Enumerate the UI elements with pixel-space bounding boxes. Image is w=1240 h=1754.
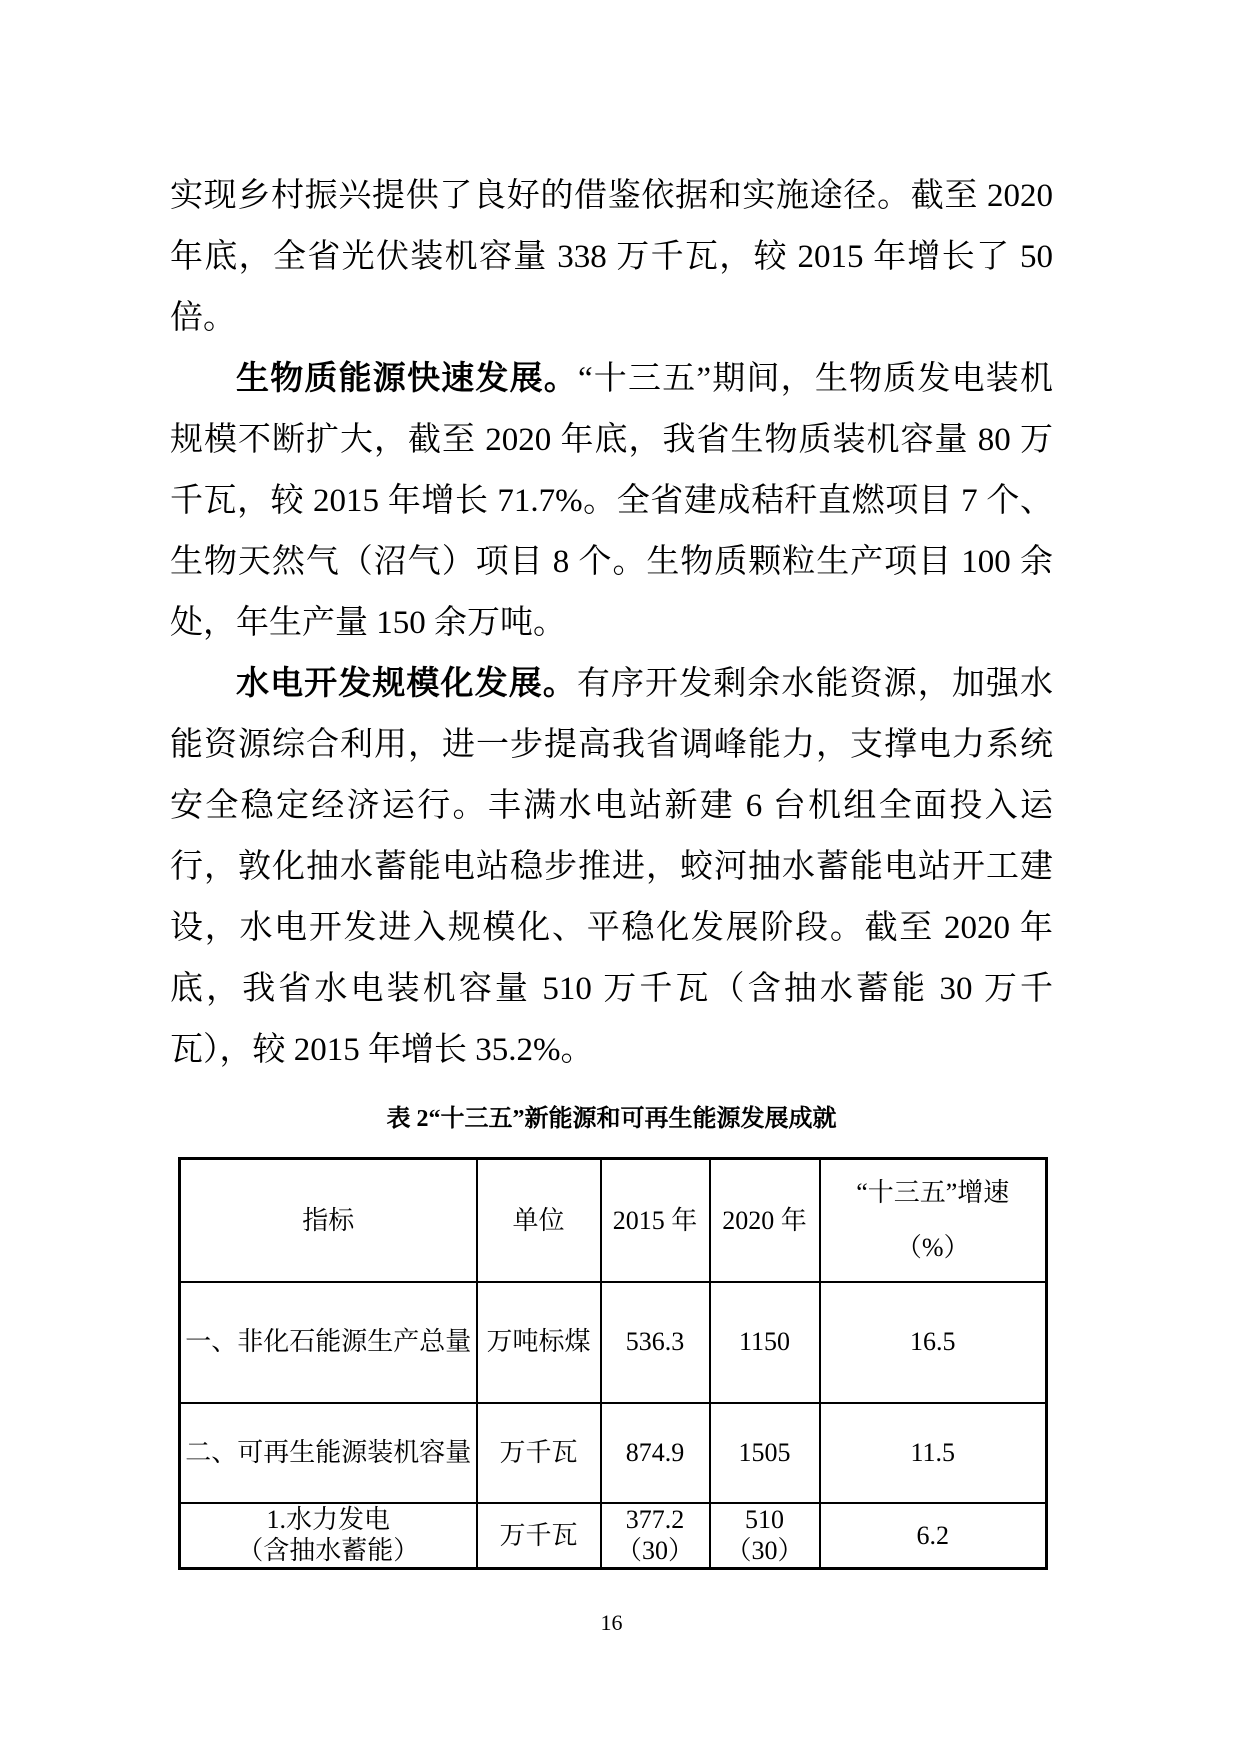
cell-2020	[710, 1503, 820, 1569]
paragraph-biomass	[170, 349, 1053, 654]
document-page	[170, 0, 1053, 1636]
header-2015: 2015 年	[601, 1159, 710, 1282]
cell-growth: 16.5	[820, 1282, 1047, 1403]
table-row	[180, 1282, 1047, 1403]
cell-2015: 536.3	[601, 1282, 710, 1403]
cell-unit: 万千瓦	[477, 1503, 601, 1569]
cell-2015: 874.9	[601, 1403, 710, 1503]
cell-unit: 万吨标煤	[477, 1282, 601, 1403]
table-row	[180, 1503, 1047, 1569]
cell-indicator: 二、可再生能源装机容量	[180, 1403, 477, 1503]
paragraph-hydro	[170, 654, 1053, 1081]
paragraph-text: 实现乡村振兴提供了良好的借鉴依据和实施途径。截至 2020 年底，全省光伏装机容量 338 万千瓦，较 2015 年增长了 50 倍。	[170, 178, 1053, 336]
header-2020: 2020 年	[710, 1159, 820, 1282]
achievements-table	[178, 1157, 1048, 1570]
table-caption: 表 2“十三五”新能源和可再生能源发展成就	[386, 1106, 837, 1132]
cell-2020: 1505	[710, 1403, 820, 1503]
cell-indicator-line1: 1.水力发电	[266, 1505, 390, 1535]
page-number: 16	[600, 1610, 623, 1635]
header-unit: 单位	[477, 1159, 601, 1282]
paragraph-solar	[170, 166, 1053, 349]
cell-2015-line1: 377.2	[625, 1505, 685, 1535]
table-header-row	[180, 1159, 1047, 1282]
cell-indicator: 一、非化石能源生产总量	[180, 1282, 477, 1403]
table-row	[180, 1403, 1047, 1503]
header-growth-line2: （%）	[895, 1233, 970, 1263]
cell-2020: 1150	[710, 1282, 820, 1403]
cell-2020-line2: （30）	[725, 1536, 804, 1566]
paragraph-text: “十三五”期间，生物质发电装机规模不断扩大，截至 2020 年底，我省生物质装机容量 80 万千瓦，较 2015 年增长 71.7%。全省建成秸秆直燃项目 7 个、生物天然气（沼气）项目 8 个。生物质颗粒生产项目 100 余处，年生产量 150 余万吨。	[170, 361, 1054, 641]
cell-indicator-line2: （含抽水蓄能）	[237, 1536, 420, 1566]
cell-indicator	[180, 1503, 477, 1569]
header-growth-line1: “十三五”增速	[856, 1178, 1010, 1208]
cell-unit: 万千瓦	[477, 1403, 601, 1503]
cell-2015	[601, 1503, 710, 1569]
cell-2020-line1: 510	[745, 1505, 784, 1535]
cell-2015-line2: （30）	[615, 1536, 694, 1566]
paragraph-text: 有序开发剩余水能资源，加强水能资源综合利用，进一步提高我省调峰能力，支撑电力系统安全稳定经济运行。丰满水电站新建 6 台机组全面投入运行，敦化抽水蓄能电站稳步推进，蛟河抽水蓄能电站开工建设，水电开发进入规模化、平稳化发展阶段。截至 2020 年底，我省水电装机容量 510 万千瓦（含抽水蓄能 30 万千瓦），较 2015 年增长 35.2%。	[170, 666, 1054, 1068]
cell-growth: 11.5	[820, 1403, 1047, 1503]
header-growth	[820, 1159, 1047, 1282]
cell-growth: 6.2	[820, 1503, 1047, 1569]
paragraph-lead: 水电开发规模化发展。	[236, 666, 577, 702]
paragraph-lead: 生物质能源快速发展。	[236, 361, 578, 397]
header-indicator: 指标	[180, 1159, 477, 1282]
